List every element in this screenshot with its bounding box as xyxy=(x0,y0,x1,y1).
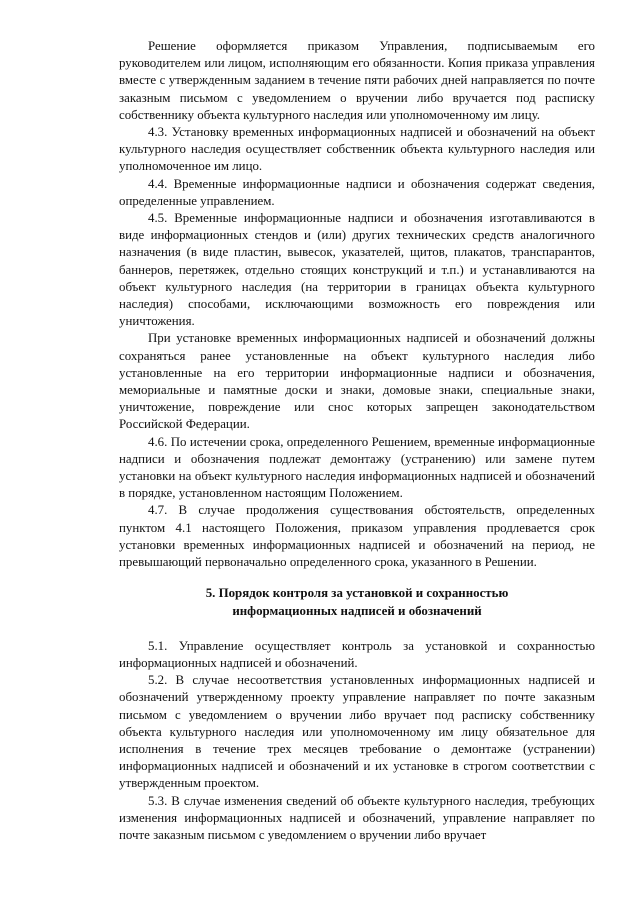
paragraph-5-3: 5.3. В случае изменения сведений об объекте культурного наследия, требующих изменения информационных надписей и обозначений, управление направляет по почте заказным письмом с уведомлением о вручении либо вручает xyxy=(119,793,595,842)
document-body xyxy=(119,38,595,844)
paragraph-decision-order: Решение оформляется приказом Управления, подписываемым его руководителем или лицом, исполняющим его обязанности. Копия приказа управления вместе с утвержденным заданием в течение пяти рабочих дней направляется по почте заказным письмом с уведомлением о вручении либо вручается под расписку собственнику объекта культурного наследия или уполномоченному им лицу. xyxy=(119,39,595,122)
section-heading-line-1: 5. Порядок контроля за установкой и сохранностью xyxy=(205,586,509,601)
paragraph-4-3: 4.3. Установку временных информационных надписей и обозначений на объект культурного наследия осуществляет собственник объекта культурного наследия или уполномоченное им лицо. xyxy=(119,125,595,174)
section-5-heading xyxy=(119,585,595,619)
paragraph-4-5-continued: При установке временных информационных надписей и обозначений должны сохраняться ранее установленные на объект культурного наследия либо установленные на его территории информационные надписи и обозначения, мемориальные и памятные доски и знаки, домовые знаки, специальные знаки, уничтожение, повреждение или снос которых запрещен законодательством Российской Федерации. xyxy=(119,331,595,432)
paragraph-4-7: 4.7. В случае продолжения существования обстоятельств, определенных пунктом 4.1 настоящего Положения, приказом управления продлевается срок установки временных информационных надписей и обозначений на период, не превышающий первоначально определенного срока, указанного в Решении. xyxy=(119,503,595,570)
paragraph-4-4: 4.4. Временные информационные надписи и обозначения содержат сведения, определенные управлением. xyxy=(119,176,595,208)
paragraph-5-2: 5.2. В случае несоответствия установленных информационных надписей и обозначений утвержденному проекту управление направляет по почте заказным письмом с уведомлением о вручении либо вручает под расписку собственнику объекта культурного наследия или уполномоченному им лицу обязательное для исполнения в течение трех месяцев требование о демонтаже (устранении) информационных надписей и обозначений и их установке в строгом соответствии с утвержденным проектом. xyxy=(119,673,595,791)
paragraph-4-6: 4.6. По истечении срока, определенного Решением, временные информационные надписи и обозначения подлежат демонтажу (устранению) или замене путем установки на объект культурного наследия информационных надписей и обозначений в порядке, установленном настоящим Положением. xyxy=(119,434,595,501)
section-heading-line-2: информационных надписей и обозначений xyxy=(232,603,482,618)
paragraph-5-1: 5.1. Управление осуществляет контроль за установкой и сохранностью информационных надписей и обозначений. xyxy=(119,638,595,670)
paragraph-4-5: 4.5. Временные информационные надписи и обозначения изготавливаются в виде информационных стендов и (или) других технических средств аналогичного назначения (в виде пластин, вывесок, указателей, щитов, плакатов, транспарантов, баннеров, перетяжек, отдельно стоящих конструкций и т.п.) и устанавливаются на объект культурного наследия (на территории в границах объекта культурного наследия) способами, исключающими возможность его повреждения или уничтожения. xyxy=(119,211,595,329)
